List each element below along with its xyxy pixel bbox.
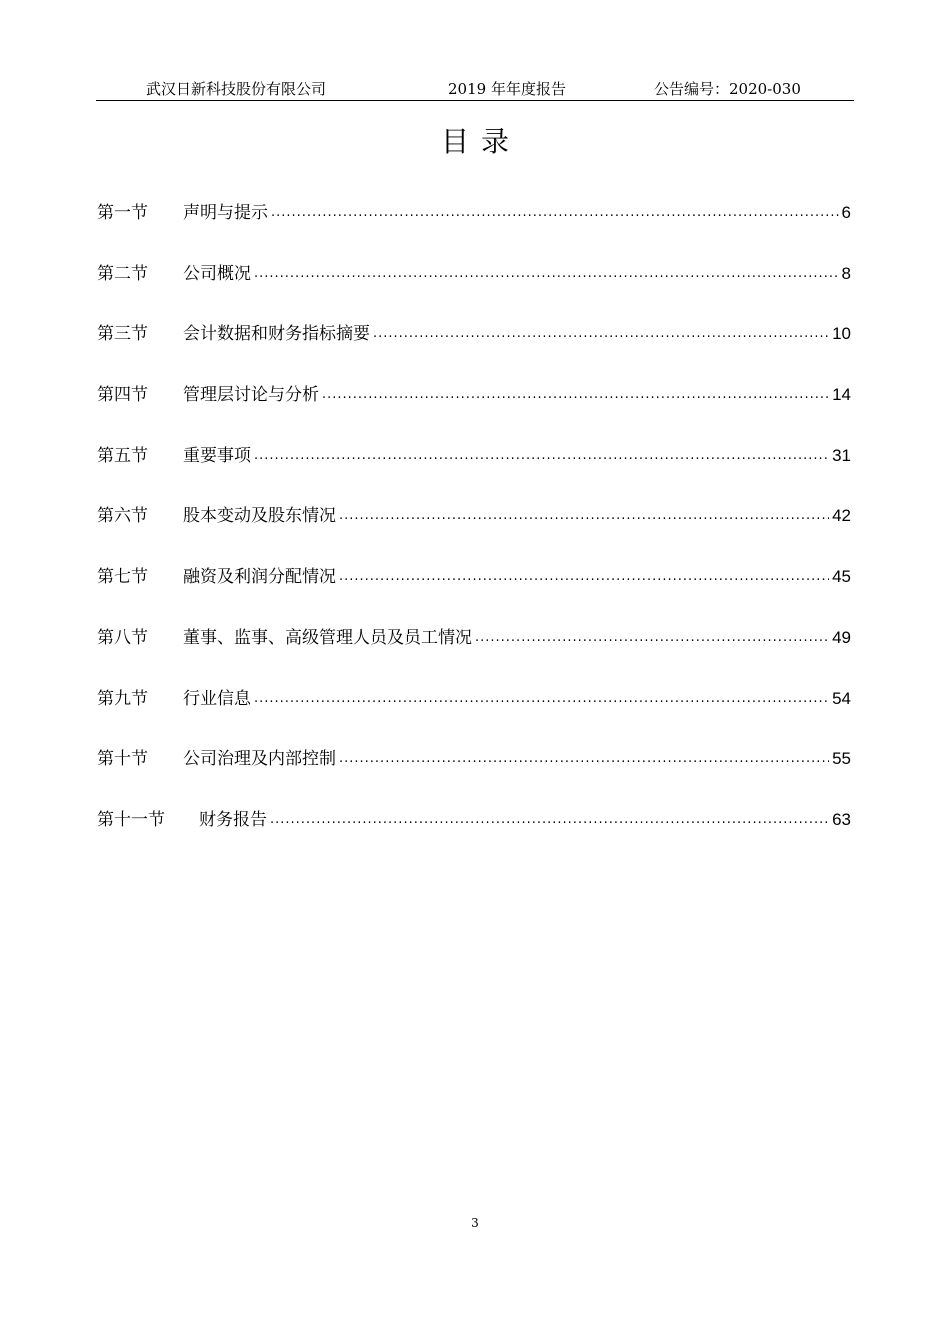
toc-section-number: 第十一节 xyxy=(97,809,165,830)
toc-leader-dots xyxy=(339,562,829,592)
toc-page-number: 42 xyxy=(832,506,851,526)
toc-leader-dots xyxy=(254,684,829,714)
toc-section-title: 公司概况 xyxy=(183,263,251,284)
toc-leader-dots xyxy=(373,319,829,349)
page-header xyxy=(96,78,854,101)
toc-item[interactable] xyxy=(97,380,851,441)
toc-section-number: 第二节 xyxy=(97,263,148,284)
header-company-name: 武汉日新科技股份有限公司 xyxy=(146,80,327,98)
toc-title: 目录 xyxy=(440,125,521,158)
toc-section-number: 第八节 xyxy=(97,627,148,648)
toc-section-title: 融资及利润分配情况 xyxy=(183,567,336,588)
toc-page-number: 14 xyxy=(832,385,851,405)
toc-leader-dots xyxy=(254,259,839,289)
toc-section-number: 第九节 xyxy=(97,688,148,709)
toc-section-number: 第四节 xyxy=(97,385,148,406)
toc-page-number: 55 xyxy=(832,749,851,769)
toc-item[interactable] xyxy=(97,319,851,380)
toc-item[interactable] xyxy=(97,684,851,745)
table-of-contents xyxy=(97,198,851,866)
toc-page-number: 63 xyxy=(832,809,851,829)
toc-item[interactable] xyxy=(97,501,851,562)
toc-section-title: 会计数据和财务指标摘要 xyxy=(183,324,370,345)
toc-section-title: 管理层讨论与分析 xyxy=(183,385,319,406)
toc-section-number: 第三节 xyxy=(97,324,148,345)
toc-section-number: 第一节 xyxy=(97,203,148,223)
toc-item[interactable] xyxy=(97,198,851,259)
toc-page-number: 10 xyxy=(832,324,851,344)
toc-leader-dots xyxy=(475,623,829,653)
toc-leader-dots xyxy=(271,198,839,228)
toc-section-title: 行业信息 xyxy=(183,688,251,709)
toc-section-title: 股本变动及股东情况 xyxy=(183,506,336,527)
toc-page-number: 45 xyxy=(832,567,851,587)
toc-section-title: 声明与提示 xyxy=(183,203,268,223)
toc-page-number: 54 xyxy=(832,688,851,708)
toc-leader-dots xyxy=(339,501,829,531)
toc-page-number: 49 xyxy=(832,627,851,647)
toc-item[interactable] xyxy=(97,562,851,623)
toc-section-title: 财务报告 xyxy=(199,809,267,830)
toc-page-number: 8 xyxy=(841,263,851,283)
toc-leader-dots xyxy=(322,380,829,410)
toc-item[interactable] xyxy=(97,805,851,866)
header-report-title: 2019 年年度报告 xyxy=(448,80,566,98)
header-notice-number: 公告编号：2020-030 xyxy=(654,80,801,98)
toc-leader-dots xyxy=(270,805,829,835)
toc-page-number: 31 xyxy=(832,445,851,465)
page-number: 3 xyxy=(471,1216,479,1230)
toc-section-number: 第七节 xyxy=(97,567,148,588)
toc-page-number: 6 xyxy=(841,203,851,222)
toc-section-title: 重要事项 xyxy=(183,445,251,466)
toc-section-number: 第五节 xyxy=(97,445,148,466)
toc-leader-dots xyxy=(254,441,829,471)
toc-item[interactable] xyxy=(97,744,851,805)
toc-section-title: 董事、监事、高级管理人员及员工情况 xyxy=(183,627,472,648)
toc-item[interactable] xyxy=(97,623,851,684)
toc-leader-dots xyxy=(339,744,829,774)
toc-section-number: 第十节 xyxy=(97,749,148,770)
toc-item[interactable] xyxy=(97,441,851,502)
toc-item[interactable] xyxy=(97,259,851,320)
toc-section-number: 第六节 xyxy=(97,506,148,527)
toc-section-title: 公司治理及内部控制 xyxy=(183,749,336,770)
